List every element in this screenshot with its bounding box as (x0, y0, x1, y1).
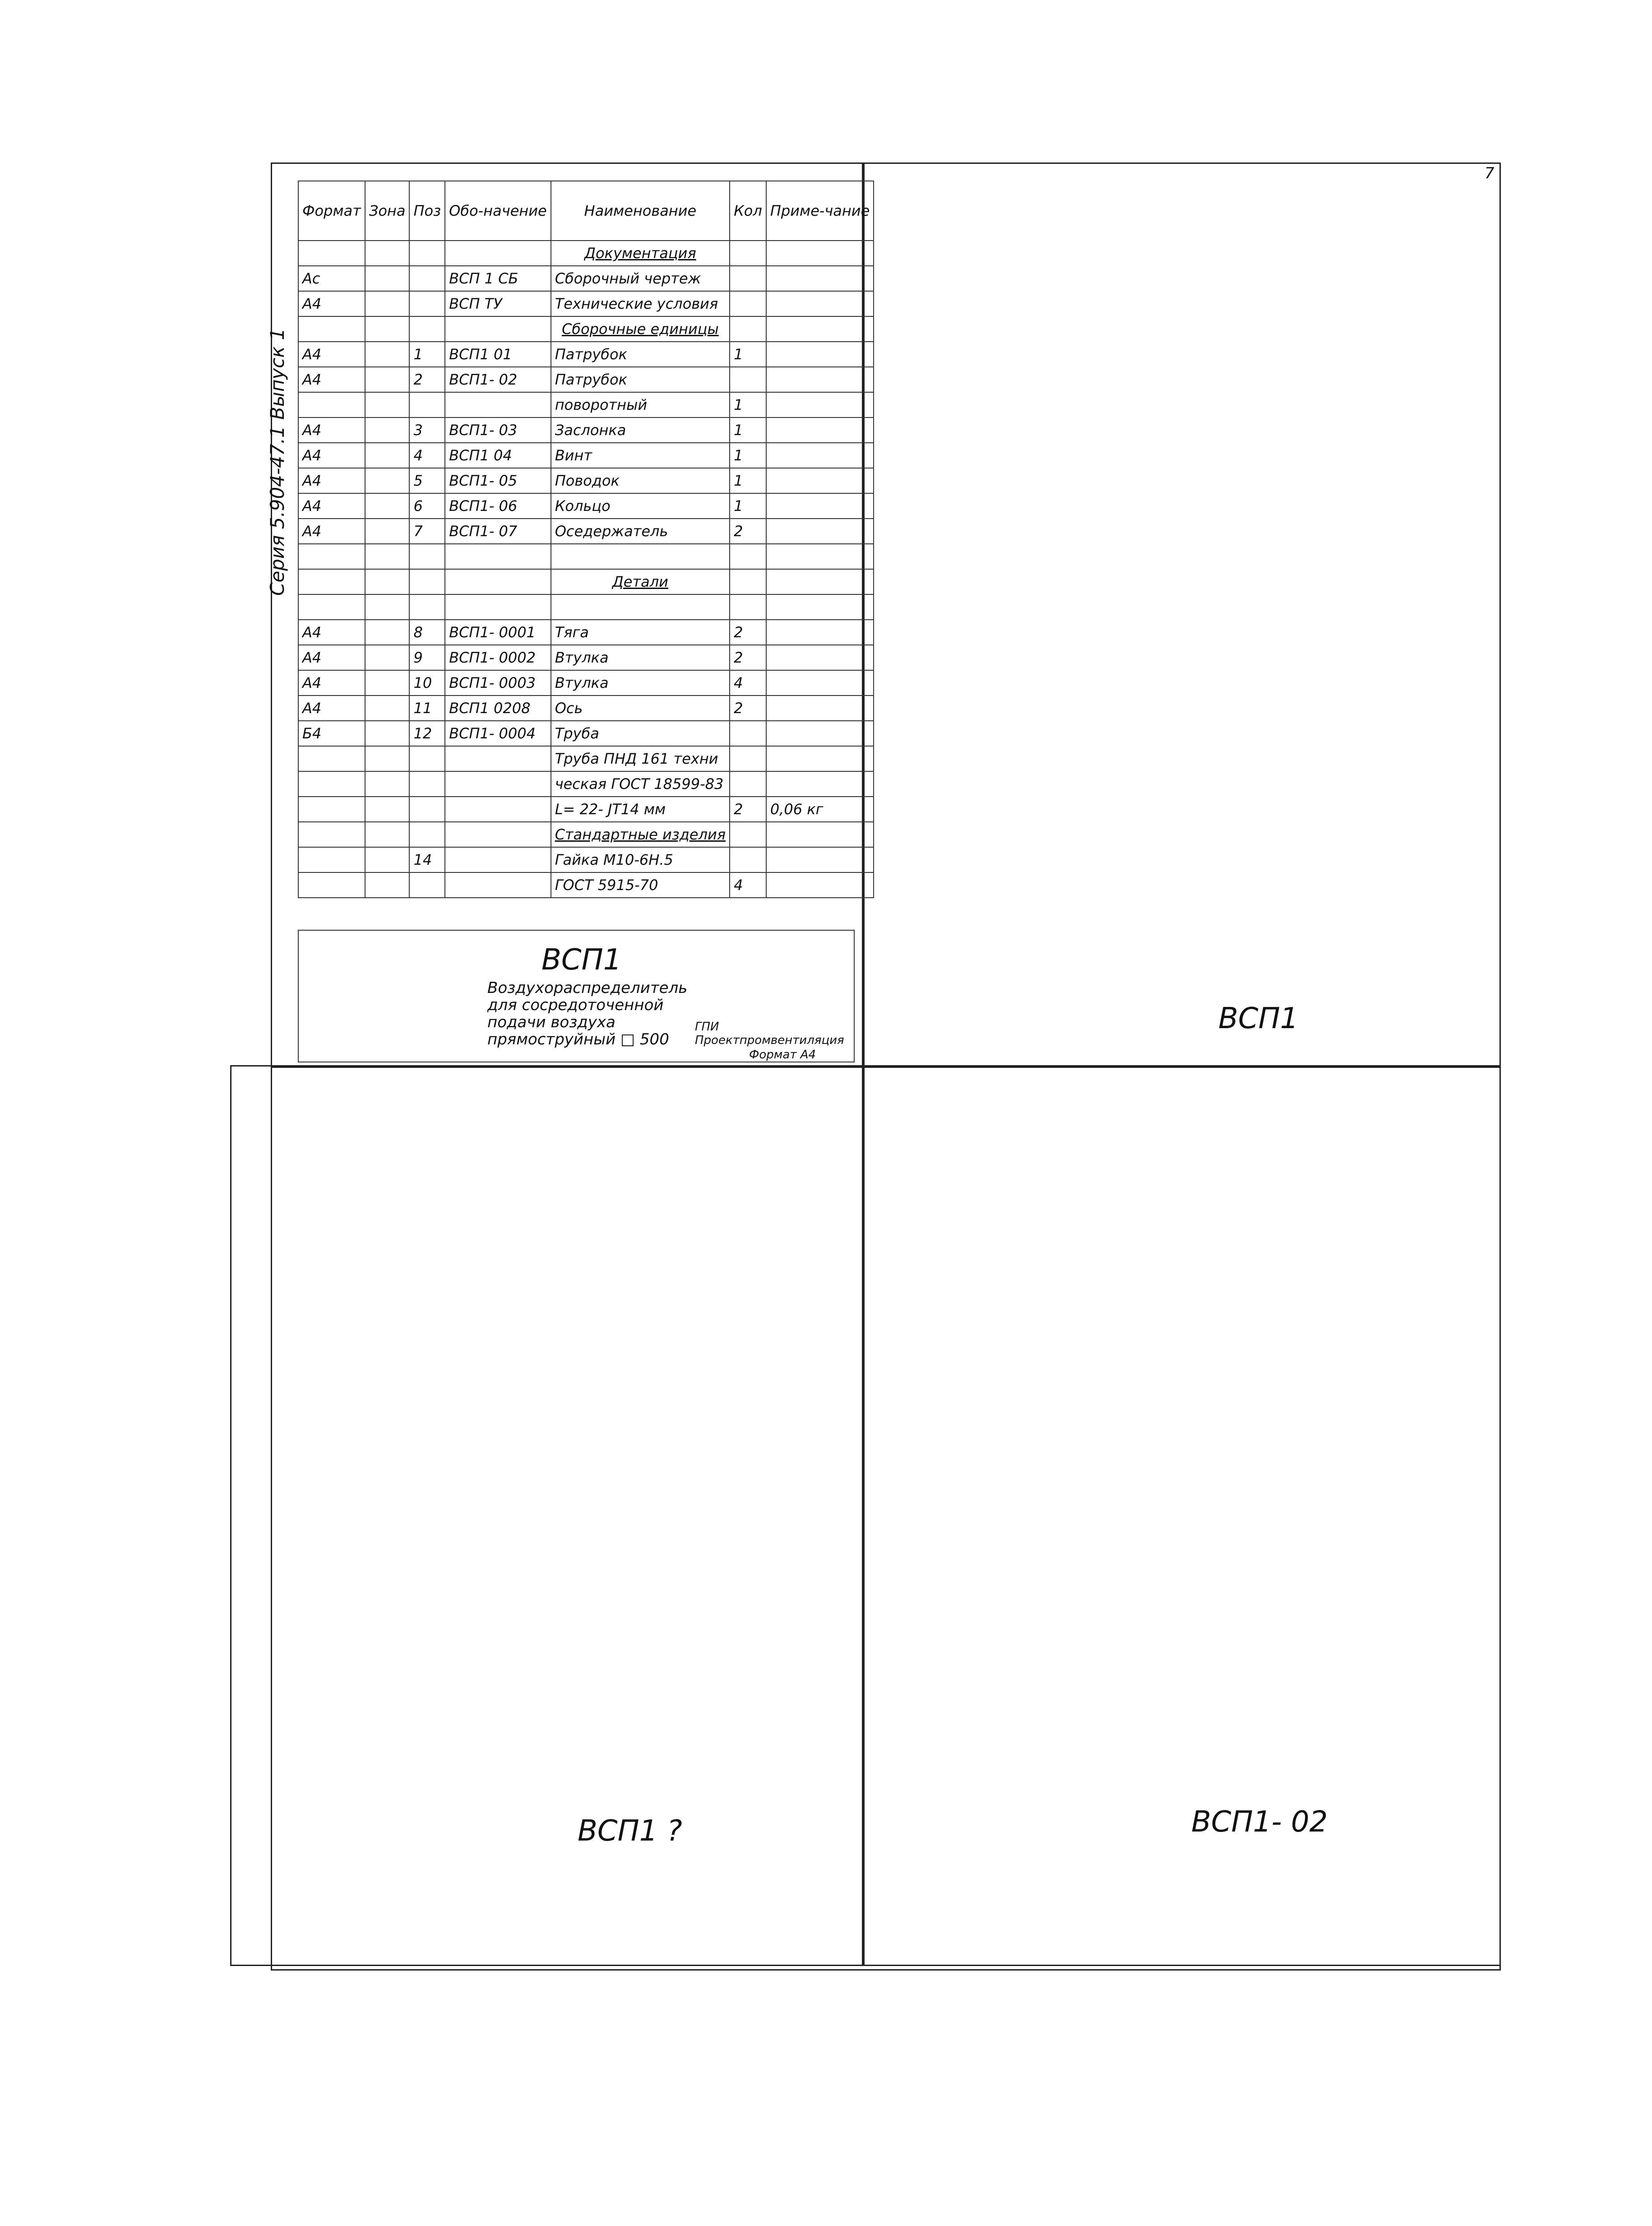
spec-row (298, 266, 874, 291)
spec-cell-qty (730, 594, 766, 620)
spec-cell-note (766, 569, 874, 594)
spec-cell-pos: 8 (409, 620, 445, 645)
spec-cell-format (298, 594, 365, 620)
spec-cell-name: Сборочный чертеж (551, 266, 730, 291)
spec-cell-name: Тяга (551, 620, 730, 645)
title-block-code: ВСП1 (541, 943, 622, 977)
spec-row (298, 468, 874, 493)
spec-row (298, 822, 874, 847)
spec-cell-zone (365, 721, 410, 746)
spec-cell-format: А4 (298, 367, 365, 392)
spec-cell-name: Кольцо (551, 493, 730, 519)
panel-bottom-right (862, 1065, 1501, 1966)
spec-cell-qty: 2 (730, 645, 766, 670)
spec-cell-pos (409, 594, 445, 620)
spec-cell-name: Ось (551, 696, 730, 721)
spec-cell-pos (409, 392, 445, 417)
spec-cell-designation (445, 822, 551, 847)
spec-cell-note (766, 822, 874, 847)
spec-table-top-left (298, 181, 874, 898)
spec-cell-name: Труба (551, 721, 730, 746)
spec-row (298, 620, 874, 645)
spec-cell-note (766, 291, 874, 316)
spec-cell-name: Технические условия (551, 291, 730, 316)
spec-cell-note (766, 645, 874, 670)
spec-cell-name: Стандартные изделия (551, 822, 730, 847)
spec-cell-format: А4 (298, 468, 365, 493)
spec-cell-designation (445, 771, 551, 797)
spec-cell-format: А4 (298, 443, 365, 468)
spec-cell-format (298, 241, 365, 266)
spec-cell-note (766, 519, 874, 544)
spec-cell-designation (445, 847, 551, 872)
spec-cell-format: Б4 (298, 721, 365, 746)
spec-cell-pos: 14 (409, 847, 445, 872)
spec-cell-zone (365, 771, 410, 797)
spec-cell-qty (730, 822, 766, 847)
spec-cell-qty (730, 316, 766, 342)
spec-cell-name: поворотный (551, 392, 730, 417)
spec-cell-note: 0,06 кг (766, 797, 874, 822)
spec-cell-format: А4 (298, 342, 365, 367)
header-pos: Поз (409, 181, 445, 241)
spec-cell-designation (445, 746, 551, 771)
spec-cell-designation: ВСП1 04 (445, 443, 551, 468)
spec-cell-zone (365, 847, 410, 872)
page-number: 7 (1485, 164, 1495, 182)
panel-bottom-left (230, 1065, 865, 1966)
spec-cell-note (766, 266, 874, 291)
spec-cell-designation (445, 544, 551, 569)
spec-cell-designation: ВСП1- 0004 (445, 721, 551, 746)
spec-cell-designation (445, 569, 551, 594)
spec-cell-qty (730, 291, 766, 316)
spec-cell-name: Труба ПНД 161 техни (551, 746, 730, 771)
spec-cell-note (766, 771, 874, 797)
spec-cell-designation: ВСП1- 0001 (445, 620, 551, 645)
spec-cell-format: А4 (298, 620, 365, 645)
spec-row (298, 367, 874, 392)
spec-cell-qty (730, 241, 766, 266)
spec-cell-pos (409, 291, 445, 316)
spec-cell-pos (409, 544, 445, 569)
spec-cell-zone (365, 544, 410, 569)
spec-cell-zone (365, 620, 410, 645)
spec-cell-format: А4 (298, 696, 365, 721)
format-label: Формат А4 (749, 1048, 816, 1062)
spec-cell-name: Документация (551, 241, 730, 266)
spec-cell-zone (365, 670, 410, 696)
spec-cell-designation: ВСП1- 03 (445, 417, 551, 443)
spec-cell-pos (409, 569, 445, 594)
spec-cell-name: ГОСТ 5915-70 (551, 872, 730, 898)
spec-cell-zone (365, 493, 410, 519)
spec-cell-format: А4 (298, 645, 365, 670)
spec-cell-designation (445, 392, 551, 417)
spec-cell-note (766, 241, 874, 266)
spec-cell-note (766, 316, 874, 342)
spec-cell-pos (409, 771, 445, 797)
spec-cell-zone (365, 342, 410, 367)
spec-cell-zone (365, 316, 410, 342)
spec-cell-pos: 10 (409, 670, 445, 696)
spec-cell-format (298, 569, 365, 594)
spec-cell-note (766, 696, 874, 721)
spec-cell-qty: 1 (730, 417, 766, 443)
spec-cell-format (298, 746, 365, 771)
spec-row (298, 493, 874, 519)
spec-cell-format: А4 (298, 291, 365, 316)
spec-row (298, 594, 874, 620)
spec-cell-name: Поводок (551, 468, 730, 493)
spec-cell-zone (365, 822, 410, 847)
spec-cell-name: Втулка (551, 645, 730, 670)
spec-cell-note (766, 847, 874, 872)
spec-cell-designation: ВСП1- 0003 (445, 670, 551, 696)
header-format: Формат (298, 181, 365, 241)
spec-cell-format (298, 771, 365, 797)
spec-row (298, 241, 874, 266)
spec-row (298, 872, 874, 898)
spec-cell-qty (730, 569, 766, 594)
spec-cell-note (766, 544, 874, 569)
spec-cell-note (766, 746, 874, 771)
spec-row (298, 291, 874, 316)
spec-row (298, 544, 874, 569)
spec-cell-designation: ВСП1- 06 (445, 493, 551, 519)
spec-cell-name: Винт (551, 443, 730, 468)
spec-cell-note (766, 367, 874, 392)
spec-cell-designation: ВСП1- 02 (445, 367, 551, 392)
spec-cell-name: Сборочные единицы (551, 316, 730, 342)
spec-row (298, 797, 874, 822)
title-block-name: Воздухораспределитель для сосредоточенной подачи воздуха прямоструйный □ 500 (487, 979, 688, 1048)
spec-cell-qty: 1 (730, 443, 766, 468)
spec-cell-qty: 1 (730, 493, 766, 519)
spec-cell-pos (409, 241, 445, 266)
spec-cell-designation (445, 241, 551, 266)
spec-cell-format: А4 (298, 519, 365, 544)
spec-cell-pos (409, 797, 445, 822)
spec-row (298, 392, 874, 417)
spec-cell-zone (365, 696, 410, 721)
spec-cell-note (766, 872, 874, 898)
spec-cell-name: Оседержатель (551, 519, 730, 544)
spec-cell-qty (730, 367, 766, 392)
spec-cell-pos: 3 (409, 417, 445, 443)
spec-cell-note (766, 594, 874, 620)
spec-cell-format (298, 872, 365, 898)
spec-cell-format: А4 (298, 493, 365, 519)
spec-row (298, 443, 874, 468)
spec-row (298, 417, 874, 443)
spec-cell-name: ческая ГОСТ 18599-83 (551, 771, 730, 797)
spec-cell-name: Патрубок (551, 367, 730, 392)
spec-cell-designation (445, 797, 551, 822)
spec-cell-pos (409, 746, 445, 771)
spec-cell-qty: 1 (730, 342, 766, 367)
header-designation: Обо-начение (445, 181, 551, 241)
spec-cell-note (766, 670, 874, 696)
spec-row (298, 696, 874, 721)
spec-cell-pos: 6 (409, 493, 445, 519)
spec-cell-zone (365, 291, 410, 316)
spec-cell-zone (365, 417, 410, 443)
spec-cell-designation: ВСП1- 07 (445, 519, 551, 544)
spec-cell-zone (365, 872, 410, 898)
spec-cell-pos (409, 822, 445, 847)
spec-cell-note (766, 620, 874, 645)
panel-top-right (862, 162, 1501, 1068)
spec-cell-designation: ВСП1- 05 (445, 468, 551, 493)
spec-cell-zone (365, 241, 410, 266)
spec-cell-format: А4 (298, 417, 365, 443)
spec-cell-format (298, 392, 365, 417)
spec-cell-note (766, 417, 874, 443)
spec-cell-qty: 2 (730, 797, 766, 822)
spec-cell-zone (365, 443, 410, 468)
spec-row (298, 670, 874, 696)
spec-cell-zone (365, 594, 410, 620)
spec-cell-designation (445, 316, 551, 342)
spec-cell-note (766, 493, 874, 519)
spec-row (298, 519, 874, 544)
spec-cell-format: А4 (298, 670, 365, 696)
spec-cell-format (298, 822, 365, 847)
spec-cell-note (766, 392, 874, 417)
spec-cell-name: Гайка М10-6Н.5 (551, 847, 730, 872)
spec-cell-pos: 2 (409, 367, 445, 392)
spec-cell-zone (365, 468, 410, 493)
spec-row (298, 342, 874, 367)
panel-code-top-right: ВСП1 (1218, 1002, 1299, 1035)
spec-cell-designation: ВСП1- 0002 (445, 645, 551, 670)
spec-cell-qty (730, 266, 766, 291)
header-zone: Зона (365, 181, 410, 241)
spec-cell-qty (730, 721, 766, 746)
spec-cell-qty (730, 746, 766, 771)
spec-row (298, 771, 874, 797)
spec-cell-qty (730, 771, 766, 797)
spec-cell-note (766, 342, 874, 367)
spec-cell-pos: 7 (409, 519, 445, 544)
spec-cell-qty (730, 847, 766, 872)
spec-cell-pos (409, 872, 445, 898)
spec-cell-name: Заслонка (551, 417, 730, 443)
spec-cell-pos: 1 (409, 342, 445, 367)
spec-cell-zone (365, 519, 410, 544)
spec-cell-designation (445, 594, 551, 620)
header-note: Приме-чание (766, 181, 874, 241)
spec-cell-format (298, 316, 365, 342)
spec-cell-zone (365, 569, 410, 594)
spec-cell-note (766, 468, 874, 493)
spec-cell-qty (730, 544, 766, 569)
spec-cell-qty: 4 (730, 872, 766, 898)
spec-cell-zone (365, 367, 410, 392)
spec-cell-zone (365, 746, 410, 771)
spec-cell-zone (365, 392, 410, 417)
spec-cell-pos (409, 266, 445, 291)
panel-code-bottom-right: ВСП1- 02 (1191, 1805, 1328, 1839)
spec-row (298, 721, 874, 746)
spec-row (298, 569, 874, 594)
spec-cell-pos: 11 (409, 696, 445, 721)
spec-cell-qty: 1 (730, 392, 766, 417)
spec-cell-pos: 5 (409, 468, 445, 493)
header-qty: Кол (730, 181, 766, 241)
spec-cell-zone (365, 645, 410, 670)
spec-cell-zone (365, 797, 410, 822)
spec-cell-designation: ВСП1 01 (445, 342, 551, 367)
spec-cell-pos: 4 (409, 443, 445, 468)
spec-cell-name: L= 22- JT14 мм (551, 797, 730, 822)
spec-row (298, 847, 874, 872)
spec-cell-designation: ВСП1 0208 (445, 696, 551, 721)
spec-cell-pos (409, 316, 445, 342)
spec-cell-designation: ВСП 1 СБ (445, 266, 551, 291)
spec-cell-qty: 2 (730, 620, 766, 645)
spec-cell-qty: 2 (730, 519, 766, 544)
spec-header-row (298, 181, 874, 241)
spec-cell-designation: ВСП ТУ (445, 291, 551, 316)
spec-row (298, 645, 874, 670)
spec-cell-format (298, 847, 365, 872)
spec-cell-note (766, 443, 874, 468)
spec-cell-note (766, 721, 874, 746)
spec-cell-name: Детали (551, 569, 730, 594)
spec-cell-name (551, 594, 730, 620)
spec-cell-name (551, 544, 730, 569)
spec-cell-pos: 12 (409, 721, 445, 746)
spec-cell-zone (365, 266, 410, 291)
spec-cell-qty: 1 (730, 468, 766, 493)
header-name: Наименование (551, 181, 730, 241)
panel-code-bottom-left: ВСП1 ? (578, 1814, 682, 1848)
spec-cell-pos: 9 (409, 645, 445, 670)
spec-cell-qty: 2 (730, 696, 766, 721)
spec-cell-format: Ас (298, 266, 365, 291)
spec-row (298, 316, 874, 342)
spec-cell-name: Втулка (551, 670, 730, 696)
spec-row (298, 746, 874, 771)
series-stamp: Серия 5.904-47.1 Выпуск 1 (266, 328, 288, 596)
spec-cell-name: Патрубок (551, 342, 730, 367)
spec-cell-format (298, 544, 365, 569)
spec-cell-qty: 4 (730, 670, 766, 696)
title-block-org: ГПИ Проектпромвентиляция (695, 1020, 844, 1047)
spec-cell-designation (445, 872, 551, 898)
spec-cell-format (298, 797, 365, 822)
